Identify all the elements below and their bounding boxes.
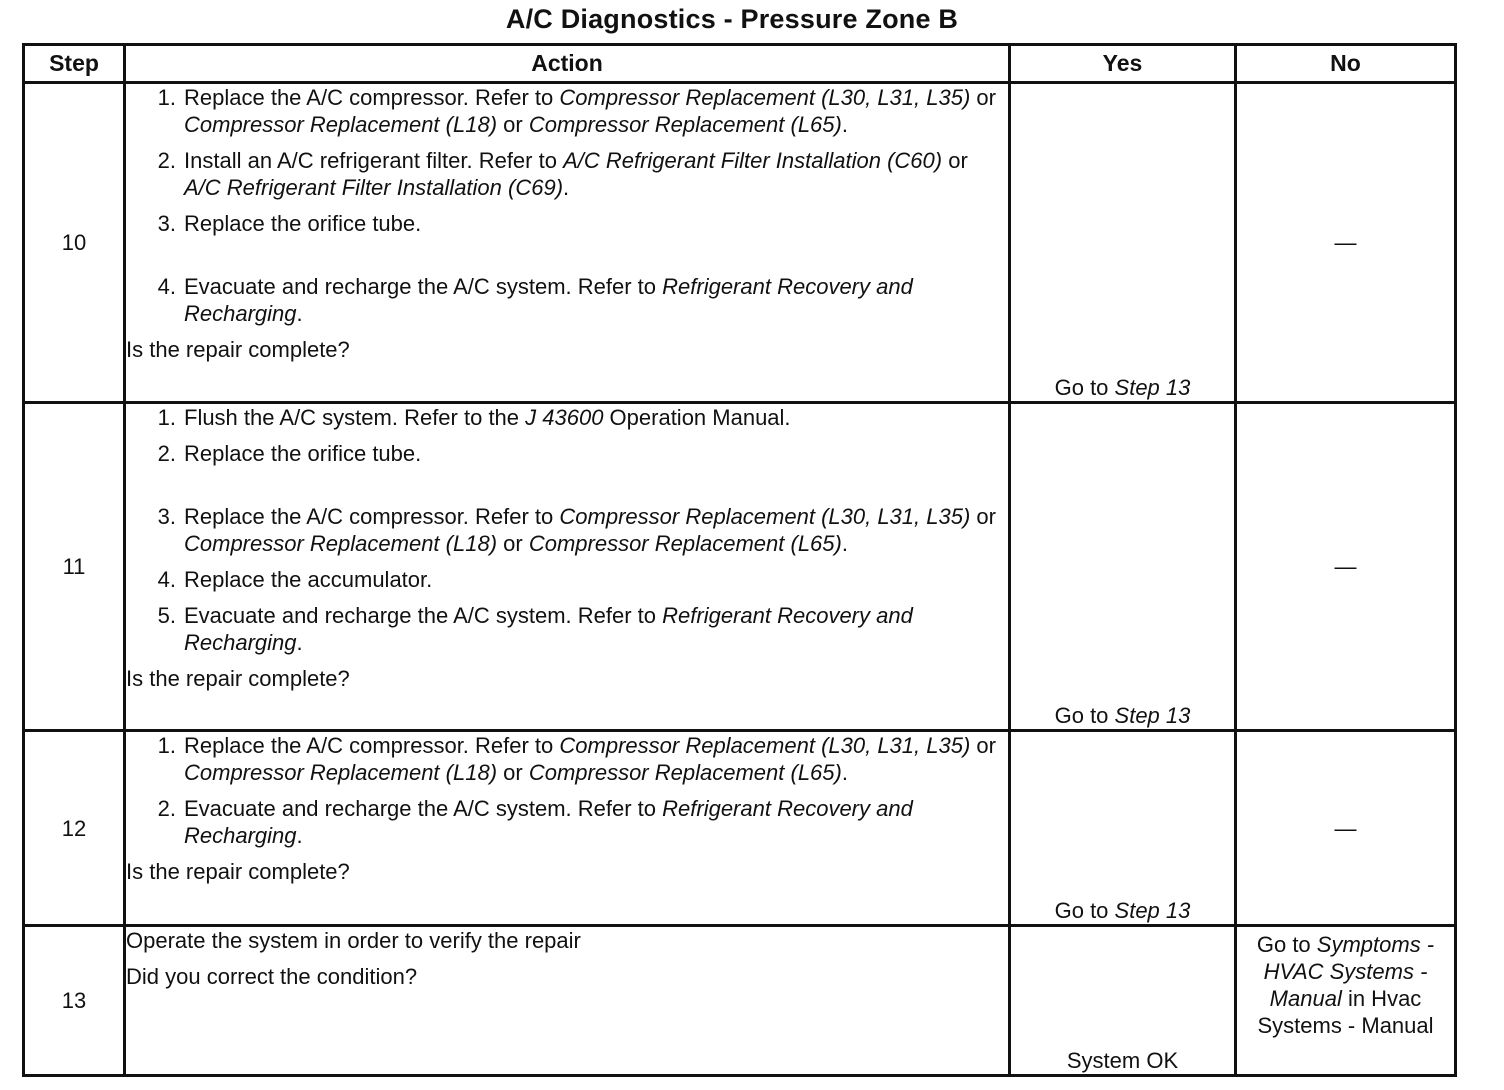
question-text: Is the repair complete? (126, 337, 350, 362)
table-row-step-13 (24, 926, 1456, 1076)
reference-link[interactable]: Compressor Replacement (L65) (528, 531, 842, 556)
text-run: Replace the orifice tube. (184, 441, 422, 466)
list-item: 1. Replace the A/C compressor. Refer to Compressor Replacement (L30, L31, L35) or Compressor Replacement (L18) or Compressor Replacement (L65). (157, 85, 996, 137)
step-number: 12 (24, 731, 125, 926)
text-run: or (497, 760, 529, 785)
action-line: Operate the system in order to verify the repair (126, 928, 581, 953)
yes-cell[interactable]: Go to Step 13 (1010, 83, 1236, 403)
list-item: 4. Evacuate and recharge the A/C system. Refer to Refrigerant Recovery and Recharging. (157, 274, 913, 326)
header-action: Action (125, 45, 1010, 83)
table-row-step-10 (24, 83, 1456, 403)
list-item: 1. Flush the A/C system. Refer to the J 43600 Operation Manual. (157, 405, 791, 430)
text-run: . (841, 531, 848, 556)
reference-link[interactable]: Compressor Replacement (L30, L31, L35) (559, 733, 971, 758)
list-item: 2. Install an A/C refrigerant filter. Refer to A/C Refrigerant Filter Installation (C60) or A/C Refrigerant Filter Installation (C69). (157, 148, 968, 200)
step-link[interactable]: Step 13 (1114, 375, 1191, 400)
list-item: 3. Replace the orifice tube. (157, 211, 422, 236)
step-number: 10 (24, 83, 125, 403)
reference-link[interactable]: Refrigerant Recovery and Recharging (184, 274, 913, 326)
reference-link[interactable]: Compressor Replacement (L65) (528, 760, 842, 785)
step-link[interactable]: Step 13 (1114, 703, 1191, 728)
reference-link[interactable]: J 43600 (525, 405, 604, 430)
text-run: or (970, 504, 996, 529)
list-item: 5. Evacuate and recharge the A/C system. Refer to Refrigerant Recovery and Recharging. (157, 603, 913, 655)
text-run: Evacuate and recharge the A/C system. Refer to (184, 796, 663, 821)
yes-cell[interactable]: Go to Step 13 (1010, 731, 1236, 926)
text-run: or (497, 531, 529, 556)
header-yes: Yes (1010, 45, 1236, 83)
text-run: . (841, 112, 848, 137)
text-run: . (563, 175, 570, 200)
question-text: Is the repair complete? (126, 859, 350, 884)
diagnostic-table (22, 43, 1457, 1077)
text-run: or (970, 733, 996, 758)
text-run: Go to (1256, 932, 1317, 957)
header-row (24, 45, 1456, 83)
reference-link[interactable]: Compressor Replacement (L18) (184, 760, 498, 785)
text-run: . (296, 630, 303, 655)
text-run: Replace the accumulator. (184, 567, 433, 592)
text-run: . (296, 823, 303, 848)
reference-link[interactable]: Compressor Replacement (L30, L31, L35) (559, 85, 971, 110)
reference-link[interactable]: Refrigerant Recovery and Recharging (184, 603, 913, 655)
reference-link[interactable]: A/C Refrigerant Filter Installation (C69) (184, 175, 564, 200)
text-run: Operation Manual. (603, 405, 791, 430)
text-run: . (296, 301, 303, 326)
reference-link[interactable]: Compressor Replacement (L18) (184, 531, 498, 556)
step-number: 13 (24, 926, 125, 1076)
text-run: Replace the A/C compressor. Refer to (184, 85, 560, 110)
header-no: No (1236, 45, 1456, 83)
action-cell (125, 926, 1010, 1076)
text-run: . (841, 760, 848, 785)
step-number: 11 (24, 403, 125, 731)
list-item: 2. Evacuate and recharge the A/C system. Refer to Refrigerant Recovery and Recharging. (157, 796, 913, 848)
text-run: Evacuate and recharge the A/C system. Refer to (184, 274, 663, 299)
text-run: in Hvac Systems - Manual (1257, 986, 1434, 1038)
reference-link[interactable]: Compressor Replacement (L18) (184, 112, 498, 137)
text-run: Flush the A/C system. Refer to the (184, 405, 526, 430)
no-cell: — (1236, 403, 1456, 731)
action-cell (125, 83, 1010, 403)
yes-cell[interactable]: Go to Step 13 (1010, 403, 1236, 731)
reference-link[interactable]: Refrigerant Recovery and Recharging (184, 796, 913, 848)
no-cell-link[interactable] (1236, 926, 1456, 1076)
text-run: or (942, 148, 968, 173)
question-text: Is the repair complete? (126, 666, 350, 691)
action-cell (125, 403, 1010, 731)
text-run: Replace the orifice tube. (184, 211, 422, 236)
table-row-step-11 (24, 403, 1456, 731)
question-text: Did you correct the condition? (126, 964, 418, 989)
reference-link[interactable]: A/C Refrigerant Filter Installation (C60) (563, 148, 943, 173)
text-run: or (970, 85, 996, 110)
reference-link[interactable]: Symptoms - HVAC Systems - Manual (1263, 932, 1435, 1011)
list-item: 3. Replace the A/C compressor. Refer to Compressor Replacement (L30, L31, L35) or Compressor Replacement (L18) or Compressor Replacement (L65). (157, 504, 996, 556)
no-cell: — (1236, 731, 1456, 926)
text-run: or (497, 112, 529, 137)
text-run: Replace the A/C compressor. Refer to (184, 504, 560, 529)
list-item: 2. Replace the orifice tube. (157, 441, 422, 466)
list-item: 1. Replace the A/C compressor. Refer to Compressor Replacement (L30, L31, L35) or Compressor Replacement (L18) or Compressor Replacement (L65). (157, 733, 996, 785)
no-cell: — (1236, 83, 1456, 403)
page-title: A/C Diagnostics - Pressure Zone B (505, 4, 959, 34)
header-step: Step (24, 45, 125, 83)
yes-cell: System OK (1010, 926, 1236, 1076)
text-run: Replace the A/C compressor. Refer to (184, 733, 560, 758)
text-run: Evacuate and recharge the A/C system. Refer to (184, 603, 663, 628)
reference-link[interactable]: Compressor Replacement (L30, L31, L35) (559, 504, 971, 529)
text-run: Install an A/C refrigerant filter. Refer to (184, 148, 564, 173)
list-item: 4. Replace the accumulator. (157, 567, 433, 592)
reference-link[interactable]: Compressor Replacement (L65) (528, 112, 842, 137)
table-row-step-12 (24, 731, 1456, 926)
action-cell (125, 731, 1010, 926)
step-link[interactable]: Step 13 (1114, 898, 1191, 923)
